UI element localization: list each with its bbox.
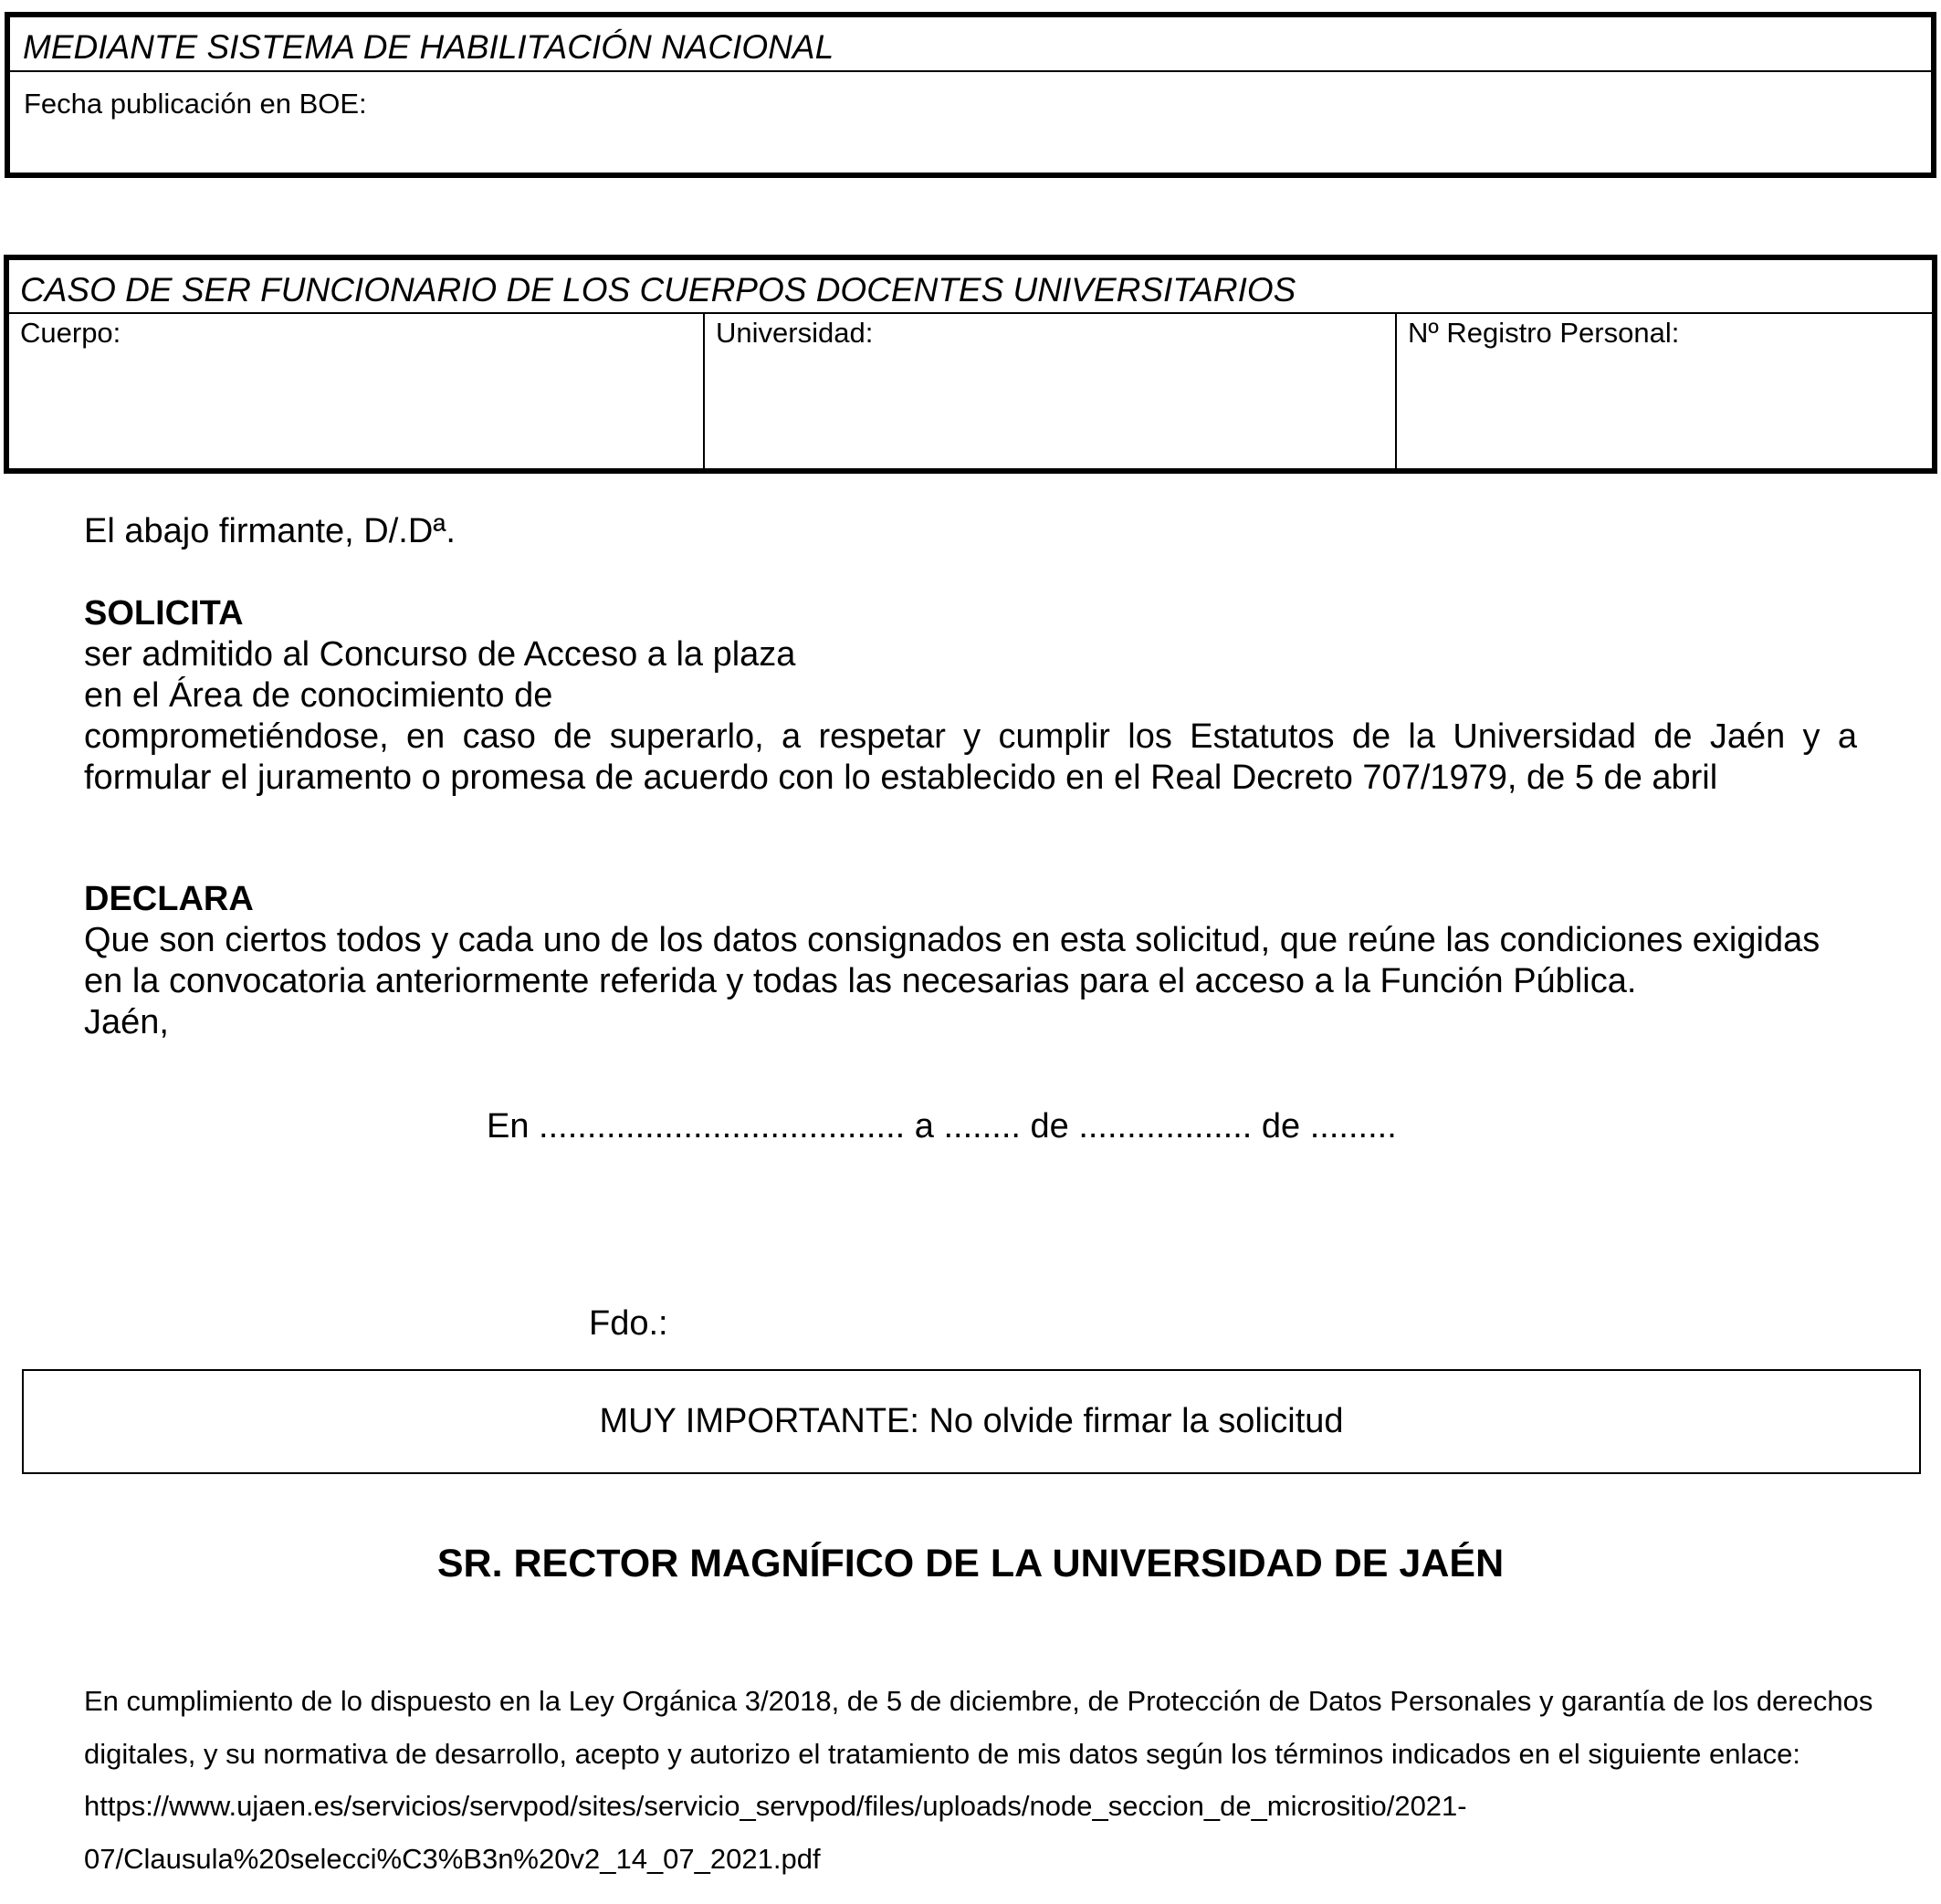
privacy-line-2: digitales, y su normativa de desarrollo, acepto y autorizo el tratamiento de mis datos según los términos indicados en el siguiente enlace: (84, 1738, 1800, 1770)
registro-personal-field[interactable] (1395, 314, 1932, 468)
declara-heading: DECLARA (84, 880, 254, 918)
registro-personal-label: Nº Registro Personal: (1408, 317, 1680, 349)
fecha-boe-label: Fecha publicación en BOE: (24, 88, 367, 120)
privacy-link-line-1[interactable]: https://www.ujaen.es/servicios/servpod/sites/servicio_servpod/files/uploads/node_seccion_de_micrositio/2021- (84, 1790, 1467, 1822)
habilitacion-section (5, 12, 1936, 178)
privacy-link-line-2[interactable]: 07/Clausula%20selecci%C3%B3n%20v2_14_07_2021.pdf (84, 1843, 821, 1875)
funcionario-title: CASO DE SER FUNCIONARIO DE LOS CUERPOS DOCENTES UNIVERSITARIOS (20, 271, 1296, 309)
cuerpo-label: Cuerpo: (20, 317, 121, 349)
solicita-area-line: en el Área de conocimiento de (84, 676, 553, 715)
habilitacion-title: MEDIANTE SISTEMA DE HABILITACIÓN NACIONAL (23, 28, 834, 66)
addressee-title: SR. RECTOR MAGNÍFICO DE LA UNIVERSIDAD DE JAÉN (436, 1542, 1505, 1585)
universidad-field[interactable] (703, 314, 1395, 468)
city-line: Jaén, (84, 1003, 169, 1041)
universidad-label: Universidad: (716, 317, 874, 349)
funcionario-header (9, 260, 1932, 314)
important-notice-text: MUY IMPORTANTE: No olvide firmar la solicitud (599, 1402, 1344, 1440)
solicita-paragraph: comprometiéndose, en caso de superarlo, a respetar y cumplir los Estatutos de la Universidad de Jaén y a formular el juramento o promesa de acuerdo con lo establecido en el Real Decreto 707/1979, de 5 de abril (84, 717, 1857, 797)
solicita-heading: SOLICITA (84, 594, 244, 633)
habilitacion-header (10, 17, 1931, 72)
signature-label: Fdo.: (589, 1304, 668, 1343)
cuerpo-field[interactable] (9, 314, 703, 468)
important-notice-box (22, 1369, 1921, 1474)
date-line: En ...................................... a ........ de .................. de ......... (487, 1107, 1397, 1146)
declara-paragraph: Que son ciertos todos y cada uno de los datos consignados en esta solicitud, que reúne las condiciones exigidas en la convocatoria anteriormente referida y todas las necesarias para el acceso a la Función Pública. (84, 921, 1820, 1000)
privacy-line-1: En cumplimiento de lo dispuesto en la Ley Orgánica 3/2018, de 5 de diciembre, de Protección de Datos Personales y garantía de los derechos (84, 1685, 1873, 1717)
funcionario-section (4, 255, 1937, 474)
funcionario-fields-row (9, 314, 1932, 468)
firmante-line: El abajo firmante, D/.Dª. (84, 512, 456, 550)
solicita-plaza-line: ser admitido al Concurso de Acceso a la plaza (84, 635, 796, 674)
